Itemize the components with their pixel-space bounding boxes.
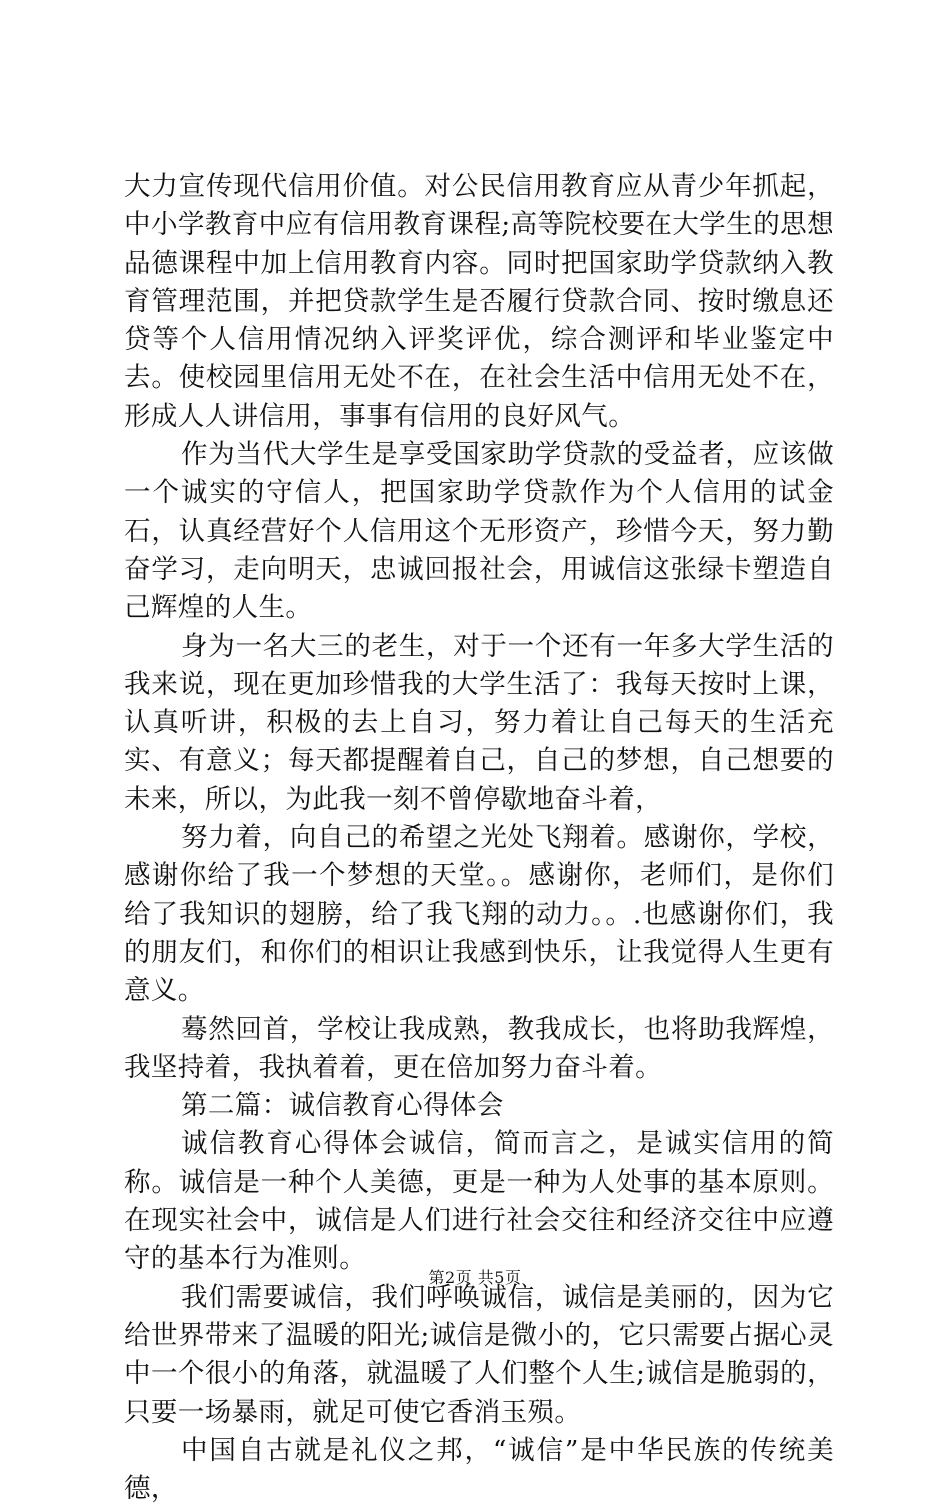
page-number-footer: 第2页 共5页 (428, 1268, 522, 1287)
document-body (124, 168, 834, 1508)
paragraph-credit-promotion: 大力宣传现代信用价值。对公民信用教育应从青少年抓起，中小学教育中应有信用教育课程;高等院校要在大学生的思想品德课程中加上信用教育内容。同时把国家助学贷款纳入教育管理范围，并把贷款学生是否履行贷款合同、按时缴息还贷等个人信用情况纳入评奖评优，综合测评和毕业鉴定中去。使校园里信用无处不在，在社会生活中信用无处不在，形成人人讲信用，事事有信用的良好风气。 (124, 171, 834, 432)
paragraph-senior-student: 身为一名大三的老生，对于一个还有一年多大学生活的我来说，现在更加珍惜我的大学生活了：我每天按时上课，认真听讲，积极的去上自习，努力着让自己每天的生活充实、有意义；每天都提醒着自己，自己的梦想，自己想要的未来，所以，为此我一刻不曾停歇地奋斗着， (124, 630, 834, 815)
paragraph-student-role: 作为当代大学生是享受国家助学贷款的受益者，应该做一个诚实的守信人，把国家助学贷款作为个人信用的试金石，认真经营好个人信用这个无形资产，珍惜今天，努力勤奋学习，走向明天，忠诚回报社会，用诚信这张绿卡塑造自己辉煌的人生。 (124, 439, 834, 624)
paragraph-china-tradition: 中国自古就是礼仪之邦，“诚信”是中华民族的传统美德， (124, 1434, 834, 1505)
section-heading-part-two: 第二篇：诚信教育心得体会 (181, 1090, 504, 1122)
paragraph-integrity-definition: 诚信教育心得体会诚信，简而言之，是诚实信用的简称。诚信是一种个人美德，更是一种为人处事的基本原则。在现实社会中，诚信是人们进行社会交往和经济交往中应遵守的基本行为准则。 (124, 1128, 834, 1275)
paragraph-looking-back: 蓦然回首，学校让我成熟，教我成长，也将助我辉煌，我坚持着，我执着着，更在倍加努力奋斗着。 (124, 1013, 834, 1083)
paragraph-need-integrity: 我们需要诚信，我们呼唤诚信，诚信是美丽的，因为它给世界带来了温暖的阳光;诚信是微小的，它只需要占据心灵中一个很小的角落，就温暖了人们整个人生;诚信是脆弱的，只要一场暴雨，就足可使它香消玉殒。 (124, 1281, 834, 1428)
paragraph-gratitude: 努力着，向自己的希望之光处飞翔着。感谢你，学校，感谢你给了我一个梦想的天堂。。感谢你，老师们，是你们给了我知识的翅膀，给了我飞翔的动力。。.也感谢你们，我的朋友们，和你们的相识让我感到快乐，让我觉得人生更有意义。 (124, 822, 834, 1007)
